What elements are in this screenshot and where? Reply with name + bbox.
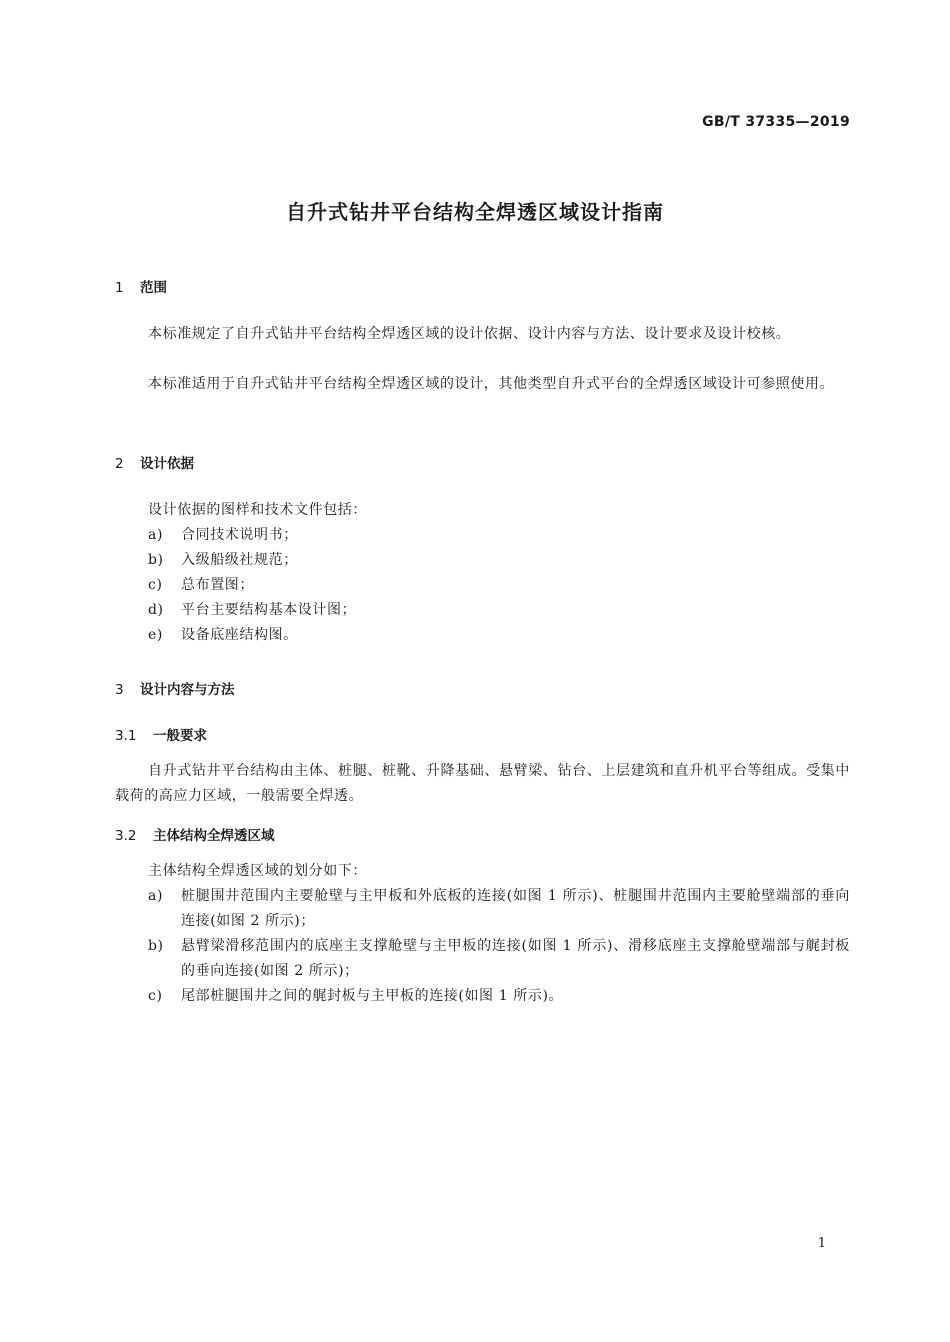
list-item-text: 设备底座结构图。 [181,627,298,643]
section-number: 3.2 [115,828,137,844]
section-number: 1 [115,280,124,296]
section-3-2-intro: 主体结构全焊透区域的划分如下： [148,863,367,879]
list-marker: a) [148,888,164,904]
page-number: 1 [817,1236,826,1251]
section-1-paragraph-2: 本标准适用于自升式钻井平台结构全焊透区域的设计，其他类型自升式平台的全焊透区域设计可参照使用。 [148,376,835,392]
list-item [148,573,850,598]
list-marker: a) [148,527,164,543]
section-title: 一般要求 [153,728,207,744]
list-item-text: 悬臂梁滑移范围内的底座主支撑舱壁与主甲板的连接(如图 1 所示)、滑移底座主支撑舱壁端部与艉封板的垂向连接(如图 2 所示)； [181,938,850,979]
list-item-text: 平台主要结构基本设计图； [181,602,357,618]
list-item-text: 桩腿围井范围内主要舱壁与主甲板和外底板的连接(如图 1 所示)、桩腿围井范围内主要舱壁端部的垂向连接(如图 2 所示)； [181,888,850,929]
list-marker: c) [148,988,163,1004]
section-title: 范围 [140,280,167,296]
section-number: 2 [115,456,124,472]
list-marker: c) [148,577,163,593]
list-item [148,884,850,934]
list-item [148,934,850,984]
list-marker: e) [148,627,163,643]
section-2-heading [115,452,194,472]
list-marker: b) [148,938,164,954]
list-item-text: 合同技术说明书； [181,527,298,543]
section-3-2-heading [115,824,275,844]
section-title: 设计依据 [140,456,194,472]
standard-code: GB/T 37335—2019 [702,114,850,130]
section-3-1-paragraph: 自升式钻井平台结构由主体、桩腿、桩靴、升降基础、悬臂梁、钻台、上层建筑和直升机平台等组成。受集中载荷的高应力区域，一般需要全焊透。 [115,763,850,804]
section-3-1-heading [115,724,207,744]
section-1-heading [115,276,167,296]
section-title: 主体结构全焊透区域 [153,828,275,844]
list-item [148,623,850,648]
document-title: 自升式钻井平台结构全焊透区域设计指南 [286,200,664,224]
list-item-text: 入级船级社规范； [181,552,298,568]
section-2-intro: 设计依据的图样和技术文件包括： [148,502,367,518]
list-item-text: 尾部桩腿围井之间的艉封板与主甲板的连接(如图 1 所示)。 [181,988,564,1004]
list-item [148,548,850,573]
section-number: 3 [115,682,124,698]
list-marker: b) [148,552,164,568]
section-3-heading [115,678,235,698]
section-number: 3.1 [115,728,137,744]
list-item [148,598,850,623]
list-item-text: 总布置图； [181,577,254,593]
list-marker: d) [148,602,164,618]
section-1-paragraph-1: 本标准规定了自升式钻井平台结构全焊透区域的设计依据、设计内容与方法、设计要求及设计校核。 [148,326,791,342]
list-item [148,984,850,1009]
list-item [148,523,850,548]
section-title: 设计内容与方法 [140,682,235,698]
